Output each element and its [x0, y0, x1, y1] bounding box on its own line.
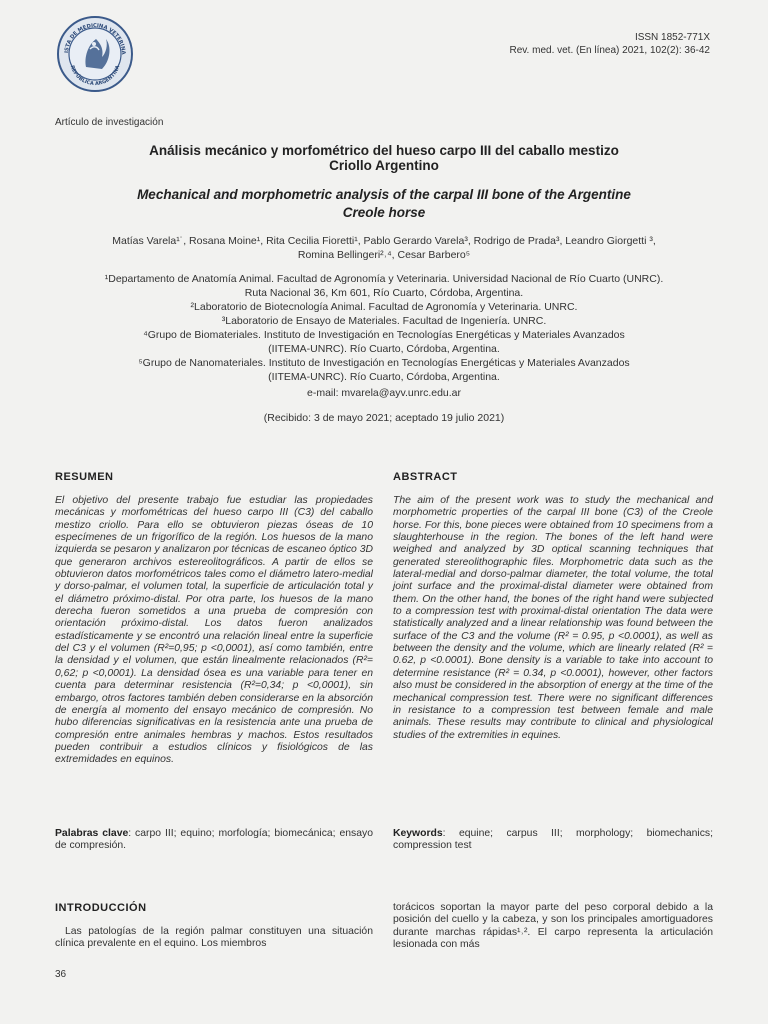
journal-logo	[56, 15, 134, 93]
affiliation-line: ⁴Grupo de Biomateriales. Instituto de Investigación en Tecnologías Energéticas y Materiales Avanzados	[143, 329, 625, 341]
resumen-heading: RESUMEN	[55, 471, 114, 483]
keywords-label: Palabras clave	[55, 828, 129, 839]
title-es-line-1: Análisis mecánico y morfométrico del hueso carpo III del caballo mestizo	[149, 143, 619, 158]
resumen-keywords	[55, 828, 373, 853]
title-english	[60, 186, 708, 222]
logo-text-bottom: REPÚBLICA ARGENTINA	[68, 64, 122, 88]
title-spanish	[60, 143, 708, 173]
affiliation-line: ¹Departamento de Anatomía Animal. Facultad de Agronomía y Veterinaria. Universidad Nacional de Río Cuarto (UNRC).	[104, 273, 664, 285]
affiliation-line: ³Laboratorio de Ensayo de Materiales. Facultad de Ingeniería. UNRC.	[221, 315, 547, 327]
citation-text: Rev. med. vet. (En línea) 2021, 102(2): 36-42	[509, 45, 710, 56]
journal-citation	[510, 31, 710, 57]
page-number: 36	[55, 969, 67, 980]
article-type: Artículo de investigación	[55, 117, 164, 128]
keywords-text: : equine; carpus III; morphology; biomechanics; compression test	[393, 828, 713, 852]
abstract-keywords	[393, 828, 713, 853]
affiliations	[55, 272, 713, 384]
resumen-body: El objetivo del presente trabajo fue estudiar las propiedades mecánicas y morfométricas del hueso carpo III (C3) del caballo mestizo criollo. Para ello se obtuvieron piezas óseas de 10 especímenes de un frigorífico de la región. Los huesos de la mano izquierda se pesaron y analizaron por técnicas de escaneo óptico 3D que generaron archivos estereolitográficos. A partir de ellos se obtuvieron datos morfométricos tales como el diámetro latero-medial y dorso-palmar, el volumen total, la superficie de articulación total y el diámetro próximo-distal. Por otra parte, los huesos de la mano derecha fueron sometidos a una prueba de compresión con orientación próximo-distal. Los datos fueron analizados estadísticamente y se encontró una relación lineal entre la superficie del C3 y el volumen (R²=0,95; p <0,0001), así como también, entre la densidad y el volumen, que están linealmente relacionados (R²= 0,62; p <0,0001). La densidad ósea es una variable para tener en cuenta para determinar resistencia (R²=0,34; p <0,0001), sin embargo, otros factores también deben considerarse en la absorción de energía al momento del ensayo mecánico de compresión. No hubo diferencias significativas en la resistencia ante una prueba de compresión entre animales hembras y machos. Estos resultados pueden contribuir a estudios clínicos y fisiológicos de las extremidades en equinos.	[55, 495, 373, 766]
authors-line-2: Romina Bellingeri²˒⁴, Cesar Barbero⁵	[297, 249, 471, 261]
introduccion-right-text: torácicos soportan la mayor parte del peso corporal debido a la posición del cuello y la cabeza, y son los principales amortiguadores durante marchas rápidas¹˒². El carpo representa la articulación lesionada con más	[393, 902, 713, 951]
keywords-text: : carpo III; equino; morfología; biomecánica; ensayo de compresión.	[55, 828, 373, 852]
received-dates: (Recibido: 3 de mayo 2021; aceptado 19 julio 2021)	[263, 412, 505, 424]
title-en-line-1: Mechanical and morphometric analysis of the carpal III bone of the Argentine	[137, 187, 631, 202]
author-list	[55, 234, 713, 262]
introduccion-heading: INTRODUCCIÓN	[55, 902, 147, 914]
keywords-label: Keywords	[393, 828, 443, 839]
logo-text-top: ISTA DE MEDICINA VETERINA	[64, 22, 127, 55]
affiliation-line: Ruta Nacional 36, Km 601, Río Cuarto, Córdoba, Argentina.	[244, 287, 524, 299]
introduccion-left-text: Las patologías de la región palmar constituyen una situación clínica prevalente en el equino. Los miembros	[55, 926, 373, 950]
affiliation-line: (IITEMA-UNRC). Río Cuarto, Córdoba, Argentina.	[268, 371, 500, 383]
abstract-body: The aim of the present work was to study the mechanical and morphometric properties of the carpal III bone (C3) of the Creole horse. For this, bone pieces were obtained from 10 specimens from a slaughterhouse in the region. The bones of the left hand were weighed and analyzed by 3D optical scanning techniques that generated stereolithographic files. Morphometric data such as the lateral-medial and dorso-palmar diameter, the total volume, the total joint surface and the proximal-distal diameter were obtained from them. On the other hand, the bones of the right hand were subjected to a compression test with proximal-distal orientation The data were statistically analyzed and a linear relationship was found between the surface of the C3 and the volume (R² = 0.95, p <0.0001), as well as between the density and the volume, which are linearly related (R² = 0.62, p <0.0001). Bone density is a variable to take into account to determine resistance (R² = 0.34, p <0.0001), however, other factors also must be considered in the absorption of energy at the time of the mechanical compression test. There were no significant differences in resistance to a compression test between female and male animals. These results may contribute to clinical and physiological studies of the extremities in equines.	[393, 495, 713, 741]
issn-text: ISSN 1852-771X	[634, 32, 710, 43]
title-en-line-2: Creole horse	[342, 205, 426, 220]
affiliation-line: (IITEMA-UNRC). Río Cuarto, Córdoba, Argentina.	[268, 343, 500, 355]
authors-line-1: Matías Varela¹˙, Rosana Moine¹, Rita Cecilia Fioretti¹, Pablo Gerardo Varela³, Rodrigo de Prada³, Leandro Giorgetti ³,	[112, 235, 656, 247]
affiliation-line: ⁵Grupo de Nanomateriales. Instituto de Investigación en Tecnologías Energéticas y Materiales Avanzados	[138, 357, 630, 369]
title-es-line-2: Criollo Argentino	[329, 158, 439, 173]
affiliation-line: ²Laboratorio de Biotecnología Animal. Facultad de Agronomía y Veterinaria. UNRC.	[190, 301, 578, 313]
abstract-heading: ABSTRACT	[393, 471, 458, 483]
contact-email[interactable]: e-mail: mvarela@ayv.unrc.edu.ar	[306, 387, 462, 399]
